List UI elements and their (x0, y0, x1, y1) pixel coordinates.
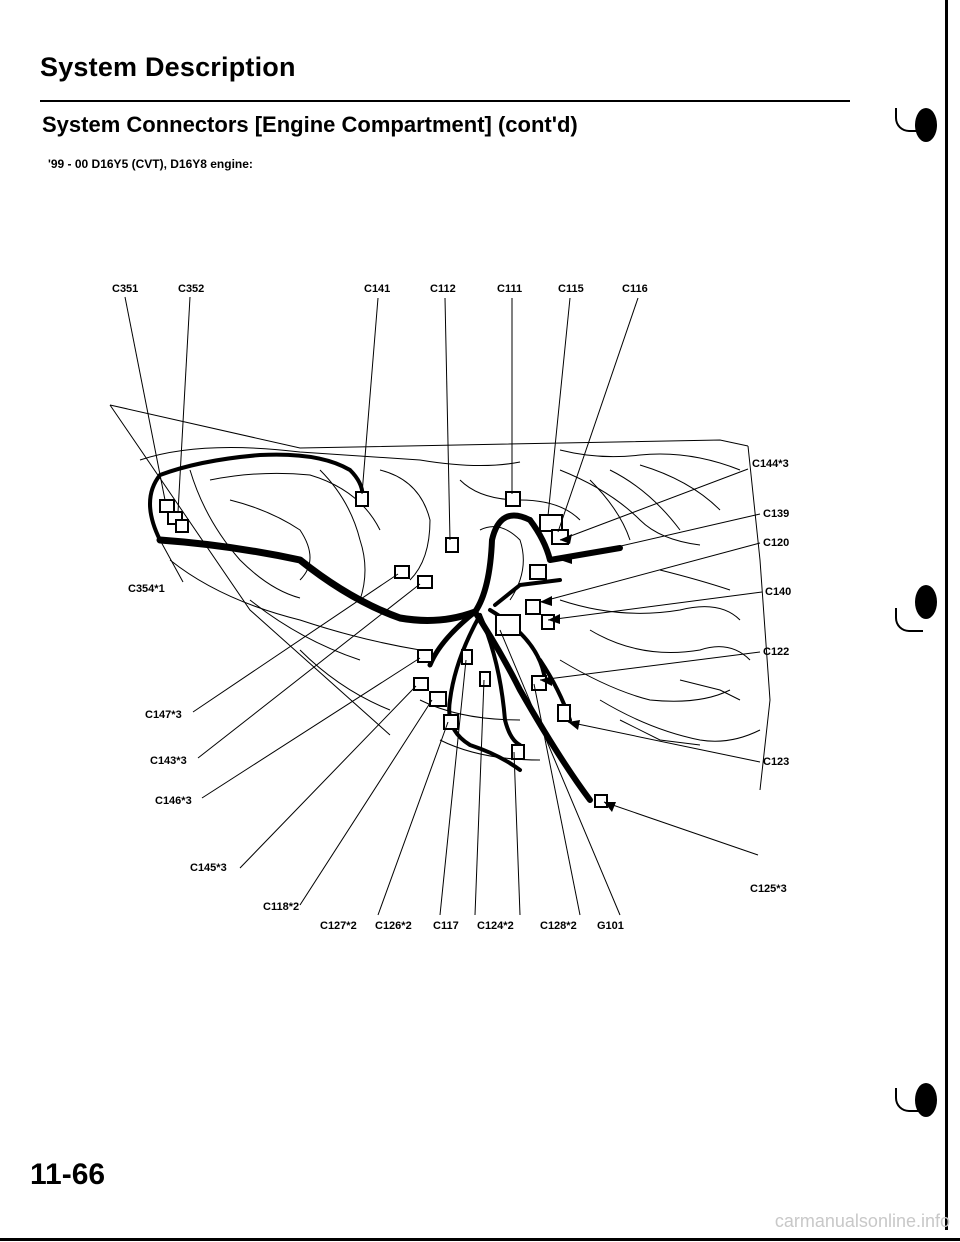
watermark: carmanualsonline.info (774, 1211, 950, 1231)
label-c112: C112 (430, 283, 456, 295)
label-c126: C126*2 (375, 920, 412, 932)
label-c147: C147*3 (145, 709, 182, 721)
label-c351: C351 (112, 283, 139, 295)
label-c128: C128*2 (540, 920, 577, 932)
label-c352: C352 (178, 283, 205, 295)
binder-dot-middle (915, 585, 937, 619)
label-c118: C118*2 (263, 901, 300, 913)
label-c115: C115 (558, 283, 584, 295)
engine-subtitle: '99 - 00 D16Y5 (CVT), D16Y8 engine: (48, 157, 253, 171)
label-c124: C124*2 (477, 920, 514, 932)
label-c140: C140 (765, 586, 792, 598)
label-c146: C146*3 (155, 795, 192, 807)
label-c125: C125*3 (750, 883, 787, 895)
label-c354: C354*1 (128, 583, 165, 595)
label-c141: C141 (364, 283, 391, 295)
label-c145: C145*3 (190, 862, 227, 874)
binder-dot-top (915, 108, 937, 142)
bottom-rule (0, 1238, 960, 1241)
label-c144: C144*3 (752, 458, 789, 470)
label-c139: C139 (763, 508, 790, 520)
label-c127: C127*2 (320, 920, 357, 932)
binder-dot-bottom (915, 1083, 937, 1117)
label-c122: C122 (763, 646, 790, 658)
page-title: System Description (40, 52, 296, 82)
label-g101: G101 (597, 920, 624, 932)
section-title: System Connectors [Engine Compartment] (cont'd) (42, 112, 578, 137)
label-c116: C116 (622, 283, 648, 295)
label-c117: C117 (433, 920, 459, 932)
label-c123: C123 (763, 756, 790, 768)
binder-edge-line (945, 0, 948, 1230)
connector-labels (112, 283, 791, 932)
page-number: 11-66 (30, 1158, 106, 1191)
label-c111: C111 (497, 283, 523, 295)
leader-lines (125, 297, 762, 915)
label-c120: C120 (763, 537, 790, 549)
label-c143: C143*3 (150, 755, 187, 767)
